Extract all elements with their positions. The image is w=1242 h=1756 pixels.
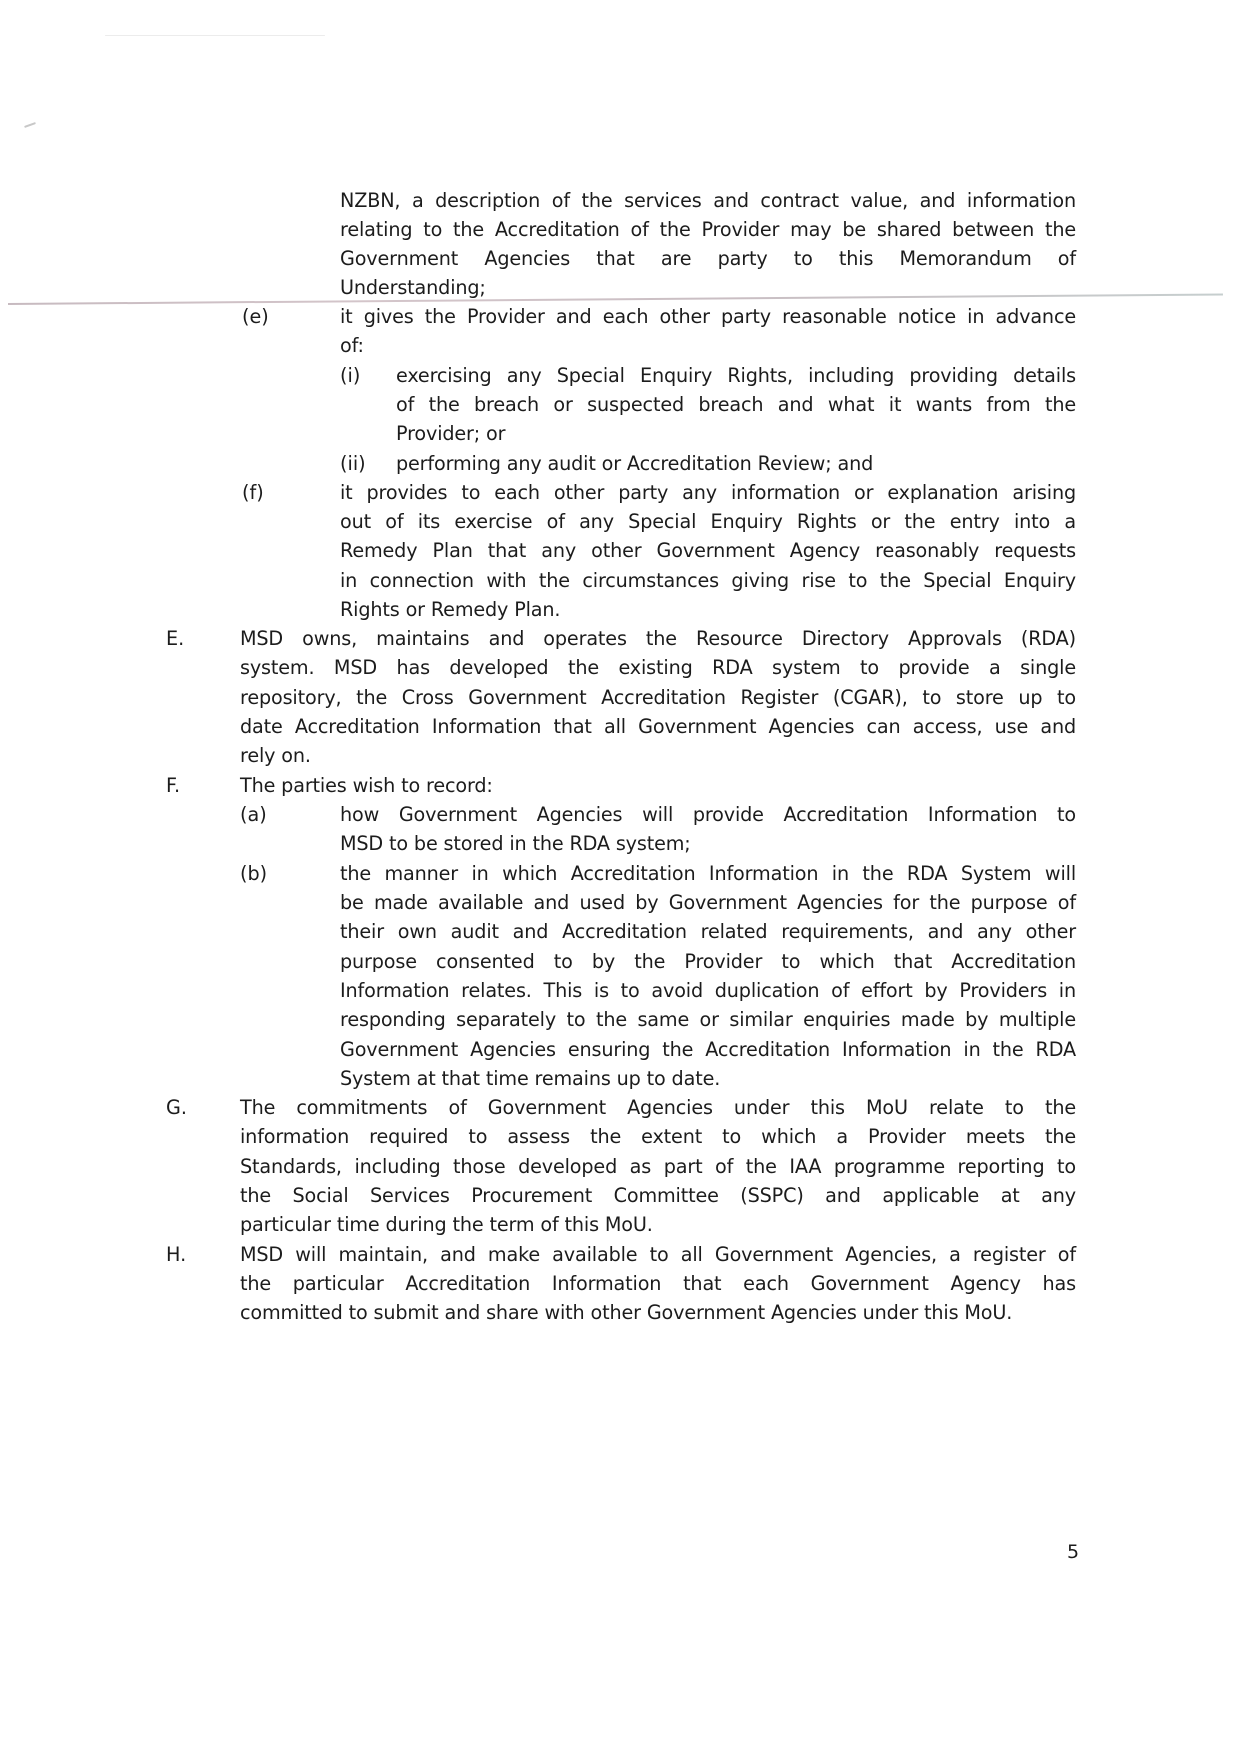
text-line: be made available and used by Government Agencies for the purpose of — [340, 891, 1076, 914]
text-line: of the breach or suspected breach and what it wants from the — [396, 393, 1076, 416]
text-line: relating to the Accreditation of the Provider may be shared between the — [340, 218, 1076, 241]
text-line: Information relates. This is to avoid duplication of effort by Providers in — [340, 979, 1076, 1002]
text-line: system. MSD has developed the existing RDA system to provide a single — [240, 656, 1076, 679]
clause-label: (i) — [340, 364, 361, 387]
text-line: repository, the Cross Government Accreditation Register (CGAR), to store up to — [240, 686, 1076, 709]
text-line: Provider; or — [396, 422, 506, 445]
text-line: rely on. — [240, 744, 311, 767]
scan-mark-artifact — [24, 122, 36, 128]
scan-mark-artifact — [105, 35, 325, 36]
text-line: NZBN, a description of the services and contract value, and information — [340, 189, 1076, 212]
text-line: the Social Services Procurement Committee (SSPC) and applicable at any — [240, 1184, 1076, 1207]
text-line: information required to assess the extent to which a Provider meets the — [240, 1125, 1076, 1148]
section-label: F. — [166, 774, 181, 797]
clause-label: (e) — [242, 305, 269, 328]
section-label: H. — [166, 1243, 187, 1266]
clause-label: (ii) — [340, 452, 366, 475]
text-line: out of its exercise of any Special Enquiry Rights or the entry into a — [340, 510, 1076, 533]
text-line: MSD owns, maintains and operates the Resource Directory Approvals (RDA) — [240, 627, 1076, 650]
clause-label: (f) — [242, 481, 264, 504]
text-line: particular time during the term of this MoU. — [240, 1213, 653, 1236]
text-line: Government Agencies ensuring the Accreditation Information in the RDA — [340, 1038, 1076, 1061]
clause-label: (b) — [240, 862, 268, 885]
clause-label: (a) — [240, 803, 267, 826]
text-line: the particular Accreditation Information that each Government Agency has — [240, 1272, 1076, 1295]
text-line: Government Agencies that are party to this Memorandum of — [340, 247, 1076, 270]
text-line: Standards, including those developed as part of the IAA programme reporting to — [240, 1155, 1076, 1178]
text-line: in connection with the circumstances giving rise to the Special Enquiry — [340, 569, 1076, 592]
text-line: MSD will maintain, and make available to all Government Agencies, a register of — [240, 1243, 1076, 1266]
page-number: 5 — [1067, 1541, 1080, 1563]
text-line: how Government Agencies will provide Accreditation Information to — [340, 803, 1076, 826]
text-line: Remedy Plan that any other Government Agency reasonably requests — [340, 539, 1076, 562]
text-line: System at that time remains up to date. — [340, 1067, 721, 1090]
text-line: MSD to be stored in the RDA system; — [340, 832, 691, 855]
text-line: purpose consented to by the Provider to which that Accreditation — [340, 950, 1076, 973]
text-line: their own audit and Accreditation related requirements, and any other — [340, 920, 1076, 943]
text-line: The parties wish to record: — [240, 774, 493, 797]
text-line: exercising any Special Enquiry Rights, including providing details — [396, 364, 1076, 387]
section-label: G. — [166, 1096, 187, 1119]
text-line: date Accreditation Information that all Government Agencies can access, use and — [240, 715, 1076, 738]
text-line: it gives the Provider and each other party reasonable notice in advance — [340, 305, 1076, 328]
text-line: The commitments of Government Agencies under this MoU relate to the — [240, 1096, 1076, 1119]
section-label: E. — [166, 627, 185, 650]
text-line: committed to submit and share with other Government Agencies under this MoU. — [240, 1301, 1013, 1324]
text-line: the manner in which Accreditation Information in the RDA System will — [340, 862, 1076, 885]
text-line: Rights or Remedy Plan. — [340, 598, 561, 621]
text-line: of: — [340, 334, 364, 357]
text-line: responding separately to the same or similar enquiries made by multiple — [340, 1008, 1076, 1031]
text-line: Understanding; — [340, 276, 486, 299]
text-line: it provides to each other party any information or explanation arising — [340, 481, 1076, 504]
text-line: performing any audit or Accreditation Review; and — [396, 452, 874, 475]
